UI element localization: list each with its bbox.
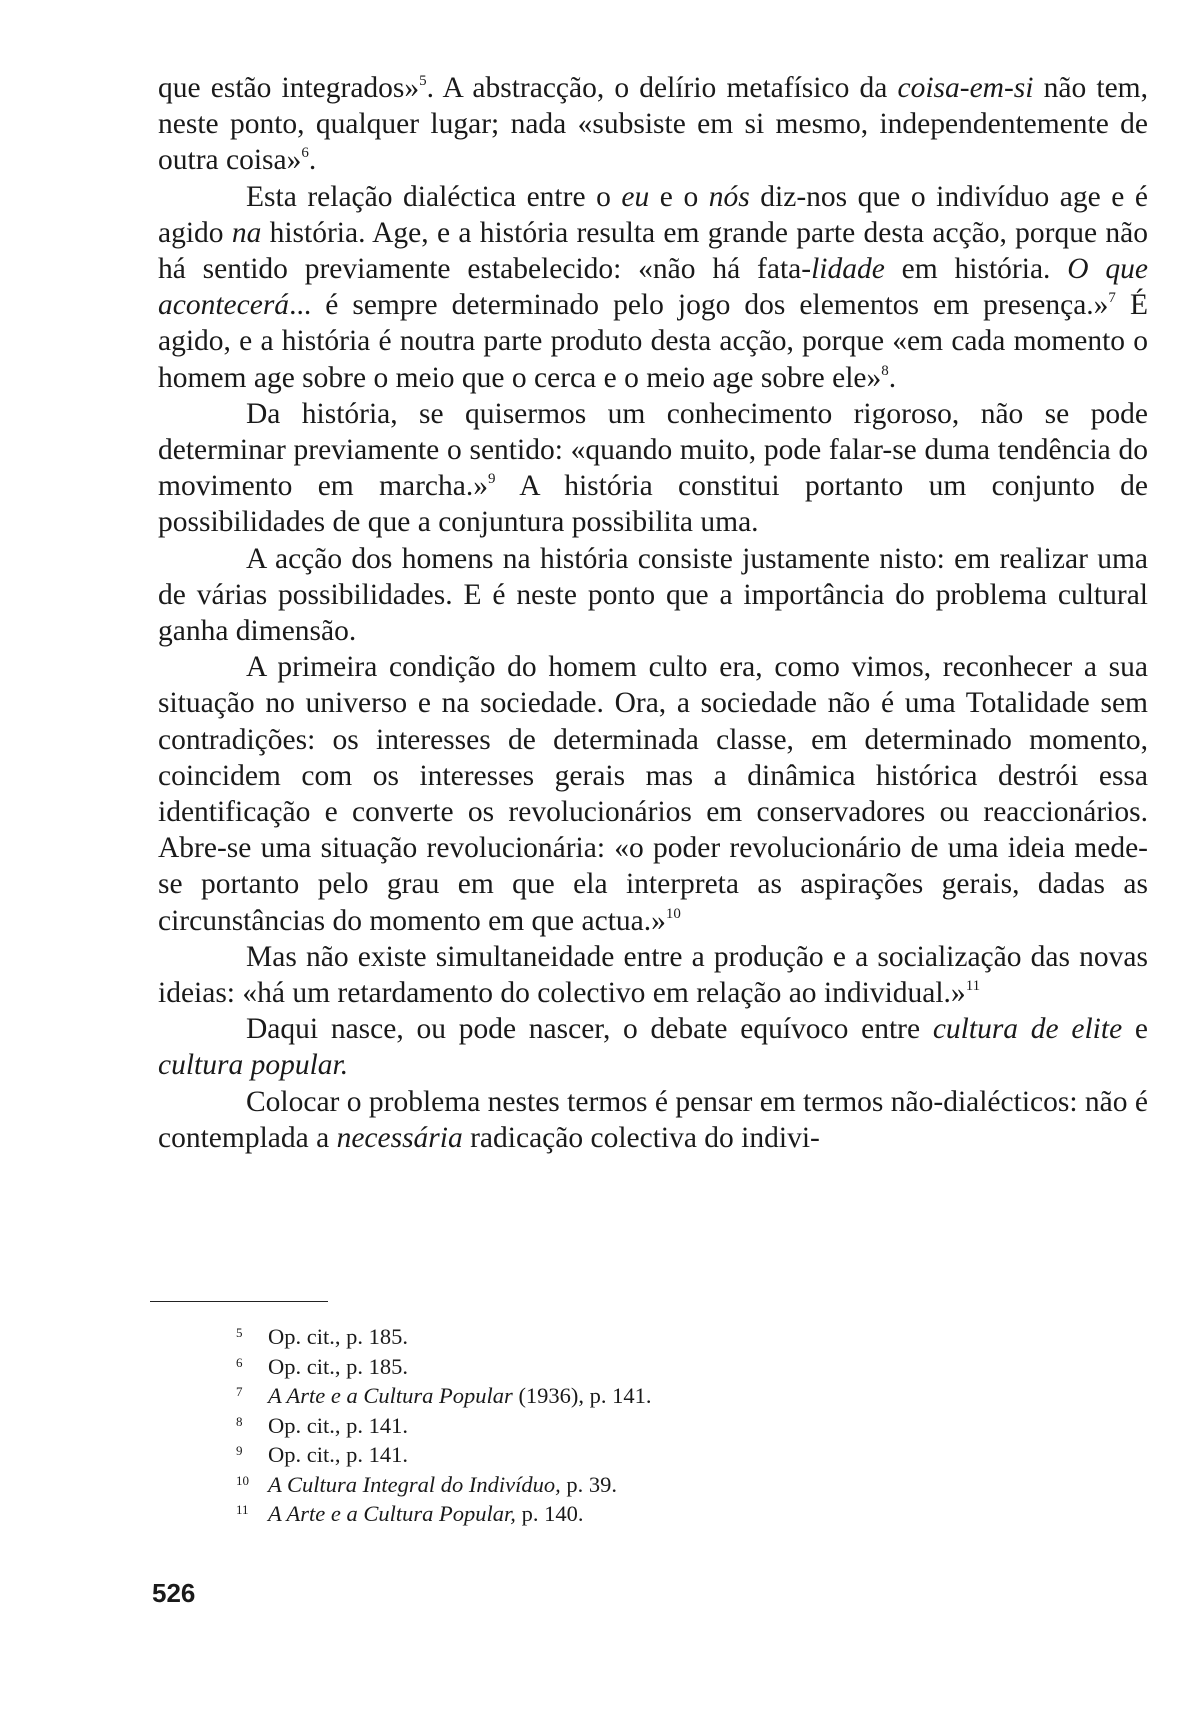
italic-run: coisa-em-si	[897, 72, 1034, 104]
text-run: em história.	[884, 253, 1068, 286]
text-run: p. 140.	[515, 1501, 584, 1526]
text-run: e o	[649, 180, 709, 213]
text-run: Daqui nasce, ou pode nascer, o debate equívoco entre	[246, 1013, 933, 1046]
text-run: história. Age, e a história resulta em grande parte desta acção, porque não há sentido previamente estabelecido: «não há fata-	[158, 216, 1148, 286]
text-run: .	[308, 144, 317, 177]
text-run: .	[888, 361, 897, 394]
text-run: Mas não existe simultaneidade entre a produção e a socialização das novas ideias: «há um retardamento do colectivo em relação ao individual.»	[158, 940, 1148, 1010]
paragraph	[158, 179, 1148, 396]
italic-run: O que acontecerá	[158, 253, 1149, 322]
text-run: (1936), p. 141.	[512, 1383, 652, 1408]
text-run: p. 39.	[560, 1471, 617, 1497]
text-run: Op. cit., p. 141.	[268, 1442, 408, 1467]
paragraph	[158, 541, 1148, 650]
italic-run: na	[231, 216, 262, 249]
text-run: que estão integrados»	[158, 72, 420, 104]
italic-run: eu	[621, 180, 650, 213]
footnote: 8 Op. cit., p. 141.	[236, 1412, 408, 1438]
footnote-ref: 10	[665, 905, 681, 922]
text-run: Colocar o problema nestes termos é pensar em termos não-dialécticos: não é contemplada a	[158, 1085, 1148, 1154]
italic-run: A Arte e a Cultura Popular	[268, 1383, 513, 1408]
paragraph	[158, 1011, 1148, 1083]
text-run: Op. cit., p. 185.	[268, 1324, 408, 1349]
footnote-divider	[150, 1301, 328, 1302]
footnote: 5 Op. cit., p. 185.	[236, 1324, 408, 1349]
text-run: radicação colectiva do indivi-	[462, 1121, 820, 1154]
italic-run: A Cultura Integral do Indivíduo,	[268, 1471, 561, 1497]
footnote-ref: 6	[301, 145, 309, 162]
text-run: . A abstracção, o delírio metafísico da	[426, 72, 898, 104]
footnote-ref: 11	[965, 978, 981, 995]
footnote: 11 A Arte e a Cultura Popular, p. 140.	[236, 1501, 584, 1526]
text-run: e	[1122, 1013, 1149, 1046]
footnote: 6 Op. cit., p. 185.	[236, 1353, 408, 1379]
text-run: não tem, neste ponto, qualquer lugar; nada «subsiste em si mesmo, independentemente de outra coisa»	[158, 72, 1148, 177]
footnotes	[236, 1322, 1136, 1529]
italic-run: nós	[708, 180, 750, 213]
text-run: A acção dos homens na história consiste justamente nisto: em realizar uma de várias possibilidades. E é neste ponto que a importância do problema cultural ganha dimensão.	[158, 542, 1148, 648]
text-run: diz-nos que o indivíduo age e é agido	[158, 180, 1148, 249]
italic-run: lidade	[811, 253, 885, 286]
paragraph	[158, 649, 1148, 939]
italic-run: cultura de elite	[932, 1013, 1123, 1046]
footnote: 7 A Arte e a Cultura Popular (1936), p. 141.	[236, 1383, 652, 1408]
text-run: É agido, e a história é noutra parte produto desta acção, porque «em cada momento o homem age sobre o meio que o cerca e o meio age sobre ele»	[158, 289, 1148, 394]
text-run: ... é sempre determinado pelo jogo dos elementos em presença.»	[289, 289, 1109, 322]
text-run: Op. cit., p. 185.	[268, 1353, 408, 1379]
page-number: 526	[152, 1578, 196, 1608]
paragraph	[158, 396, 1148, 541]
italic-run: cultura popular.	[158, 1049, 349, 1082]
footnote: 10 A Cultura Integral do Indivíduo, p. 39.	[236, 1471, 617, 1497]
italic-run: A Arte e a Cultura Popular,	[268, 1501, 516, 1526]
text-run: Da história, se quisermos um conhecimento rigoroso, não se pode determinar previamente o sentido: «quando muito, pode falar-se duma tendência do movimento em marcha.»	[158, 397, 1148, 503]
text-run: Op. cit., p. 141.	[268, 1412, 408, 1438]
text-run: A primeira condição do homem culto era, como vimos, reconhecer a sua situação no universo e na sociedade. Ora, a sociedade não é uma Totalidade sem contradições: os interesses de determinada classe, em determinado momento, coincidem com os interesses gerais mas a dinâmica histórica destrói essa identificação e converte os revolucionários em conservadores ou reaccionários. Abre-se uma situação revolucionária: «o poder revolucionário de uma ideia mede-se portanto pelo grau em que ela interpreta as aspirações gerais, dadas as circunstâncias do momento em que actua.»	[158, 651, 1148, 937]
paragraph	[158, 70, 1148, 179]
footnote-ref: 8	[881, 362, 889, 379]
text-run: A história constitui portanto um conjunto de possibilidades de que a conjuntura possibilita uma.	[158, 470, 1148, 539]
footnote-ref: 7	[1108, 290, 1116, 307]
paragraph	[158, 1084, 1148, 1156]
footnote-ref: 9	[488, 471, 496, 488]
text-run: Esta relação dialéctica entre o	[246, 180, 622, 213]
paragraph	[158, 939, 1148, 1011]
body-text	[158, 70, 1148, 1156]
footnote-ref: 5	[419, 73, 427, 89]
italic-run: necessária	[336, 1121, 463, 1154]
footnote: 9 Op. cit., p. 141.	[236, 1442, 408, 1467]
